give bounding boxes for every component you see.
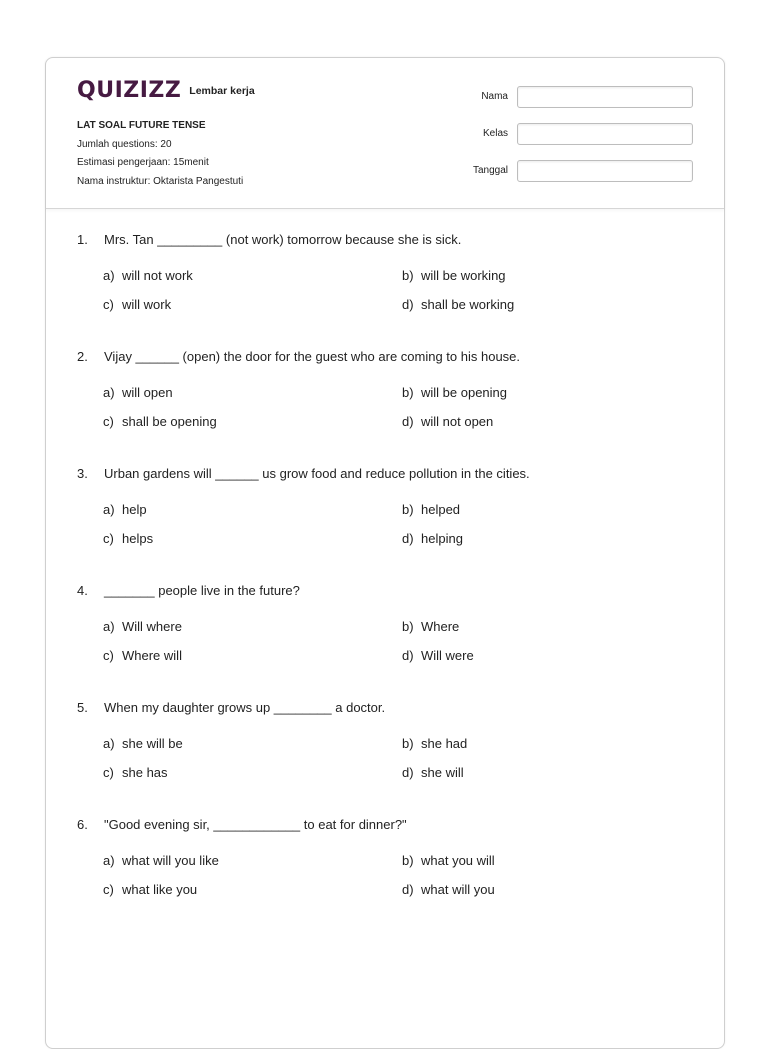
class-field[interactable] [517, 123, 693, 145]
class-row [443, 122, 693, 145]
option-text: she will be [122, 736, 183, 751]
worksheet [45, 57, 725, 1049]
option-text: help [122, 502, 147, 517]
option-letter: d) [402, 531, 414, 546]
question-list [46, 230, 724, 932]
option-text: Will where [122, 619, 182, 634]
option-d[interactable] [402, 412, 493, 432]
option-text: Will were [421, 648, 474, 663]
question-stem [77, 464, 530, 484]
option-letter: c) [103, 297, 114, 312]
question-text: Vijay ______ (open) the door for the guest who are coming to his house. [104, 349, 521, 364]
option-letter: b) [402, 853, 414, 868]
option-letter: a) [103, 619, 115, 634]
worksheet-header [46, 58, 724, 209]
option-letter: d) [402, 297, 414, 312]
student-fields [443, 85, 693, 196]
option-d[interactable] [402, 529, 463, 549]
option-b[interactable] [402, 266, 506, 286]
option-text: will be working [421, 268, 506, 283]
option-letter: a) [103, 268, 115, 283]
question-item [46, 698, 724, 815]
option-text: Where [421, 619, 460, 634]
option-letter: b) [402, 385, 414, 400]
option-a[interactable] [103, 851, 219, 871]
option-letter: a) [103, 385, 115, 400]
question-text: When my daughter grows up ________ a doctor. [104, 700, 386, 715]
option-a[interactable] [103, 383, 173, 403]
instructor-name: Nama instruktur: Oktarista Pangestuti [77, 175, 244, 187]
question-text: Mrs. Tan _________ (not work) tomorrow because she is sick. [104, 232, 462, 247]
question-stem [77, 698, 385, 718]
option-letter: d) [402, 648, 414, 663]
option-text: she will [421, 765, 464, 780]
option-a[interactable] [103, 500, 147, 520]
option-letter: a) [103, 736, 115, 751]
class-label: Kelas [482, 128, 508, 139]
option-text: helping [421, 531, 463, 546]
option-letter: d) [402, 882, 414, 897]
question-number: 4. [77, 583, 88, 598]
worksheet-meta [77, 117, 243, 191]
question-number: 2. [77, 349, 88, 364]
option-text: will not work [122, 268, 193, 283]
date-field[interactable] [517, 160, 693, 182]
question-item [46, 815, 724, 932]
date-label: Tanggal [472, 165, 508, 176]
option-letter: c) [103, 414, 114, 429]
question-item [46, 347, 724, 464]
question-item [46, 464, 724, 581]
question-text: "Good evening sir, ____________ to eat for dinner?" [104, 817, 407, 832]
name-field[interactable] [517, 86, 693, 108]
option-d[interactable] [402, 295, 514, 315]
question-number: 6. [77, 817, 88, 832]
option-d[interactable] [402, 880, 495, 900]
option-letter: a) [103, 502, 115, 517]
option-letter: c) [103, 882, 114, 897]
option-b[interactable] [402, 617, 459, 637]
option-text: will work [122, 297, 172, 312]
name-row [443, 85, 693, 108]
option-text: will be opening [421, 385, 508, 400]
option-text: helps [122, 531, 154, 546]
option-text: Where will [122, 648, 182, 663]
date-row [443, 159, 693, 182]
option-a[interactable] [103, 266, 193, 286]
option-letter: d) [402, 414, 414, 429]
option-text: helped [421, 502, 461, 517]
option-b[interactable] [402, 500, 460, 520]
option-text: what you will [421, 853, 495, 868]
question-text: Urban gardens will ______ us grow food and reduce pollution in the cities. [104, 466, 530, 481]
question-stem [77, 815, 407, 835]
question-number: 5. [77, 700, 88, 715]
question-stem [77, 347, 520, 367]
option-a[interactable] [103, 617, 182, 637]
option-a[interactable] [103, 734, 183, 754]
option-text: what like you [122, 882, 198, 897]
option-letter: c) [103, 765, 114, 780]
question-stem [77, 230, 461, 250]
option-text: what will you like [122, 853, 219, 868]
worksheet-type-label: Lembar kerja [189, 85, 255, 97]
option-d[interactable] [402, 646, 474, 666]
option-c[interactable] [103, 295, 171, 315]
option-text: she has [122, 765, 168, 780]
option-c[interactable] [103, 763, 168, 783]
option-letter: a) [103, 853, 115, 868]
option-c[interactable] [103, 412, 217, 432]
option-text: shall be opening [122, 414, 217, 429]
name-label: Nama [481, 91, 508, 102]
option-letter: b) [402, 268, 414, 283]
option-letter: b) [402, 619, 414, 634]
option-b[interactable] [402, 383, 507, 403]
option-letter: d) [402, 765, 414, 780]
option-letter: c) [103, 648, 114, 663]
option-letter: b) [402, 502, 414, 517]
brand [77, 80, 255, 102]
question-stem [77, 581, 300, 601]
option-letter: b) [402, 736, 414, 751]
question-item [46, 230, 724, 347]
option-d[interactable] [402, 763, 464, 783]
option-b[interactable] [402, 851, 495, 871]
option-text: will open [122, 385, 173, 400]
question-item [46, 581, 724, 698]
question-number: 1. [77, 232, 88, 247]
option-text: what will you [421, 882, 495, 897]
option-c[interactable] [103, 529, 153, 549]
option-text: will not open [421, 414, 494, 429]
question-count: Jumlah questions: 20 [77, 138, 172, 150]
quizizz-logo: QUIZIZZ [77, 78, 182, 103]
question-number: 3. [77, 466, 88, 481]
question-text: _______ people live in the future? [104, 583, 300, 598]
option-c[interactable] [103, 646, 182, 666]
worksheet-title: LAT SOAL FUTURE TENSE [77, 120, 206, 131]
time-estimate: Estimasi pengerjaan: 15menit [77, 157, 209, 168]
option-letter: c) [103, 531, 114, 546]
option-c[interactable] [103, 880, 197, 900]
option-text: shall be working [421, 297, 515, 312]
option-text: she had [421, 736, 468, 751]
option-b[interactable] [402, 734, 467, 754]
